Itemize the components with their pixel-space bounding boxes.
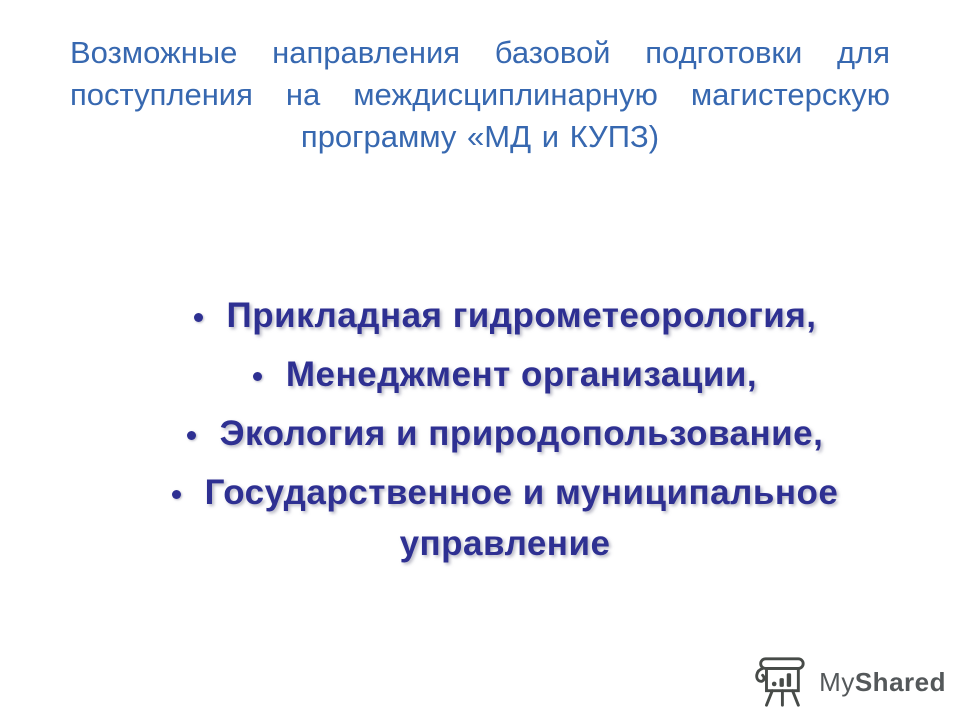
bullet-item	[105, 290, 905, 341]
bullet-dot-icon	[194, 313, 203, 322]
bullet-item-label: Прикладная гидрометеорология,	[226, 296, 817, 335]
brand-my: My	[819, 666, 855, 697]
myshared-logo-text	[819, 667, 946, 698]
bullet-item-label: Менеджмент организации,	[285, 355, 758, 394]
brand-shared: Shared	[854, 666, 946, 697]
slide-title: Возможные направления базовой подготовки для поступления на междисциплинарную магистерскую программу «МД и КУПЗ)	[70, 35, 890, 154]
myshared-watermark	[751, 654, 946, 710]
bullet-dot-icon	[187, 431, 196, 440]
bullet-item	[105, 349, 905, 400]
bullet-list	[105, 290, 905, 569]
flipchart-easel-icon	[751, 654, 809, 710]
bullet-item	[105, 467, 905, 569]
bullet-dot-icon	[253, 372, 262, 381]
bullet-item	[105, 408, 905, 459]
bullet-dot-icon	[172, 490, 181, 499]
bullet-item-label: Государственное и муниципальное управление	[204, 473, 839, 563]
bullet-item-label: Экология и природопользование,	[219, 414, 824, 453]
